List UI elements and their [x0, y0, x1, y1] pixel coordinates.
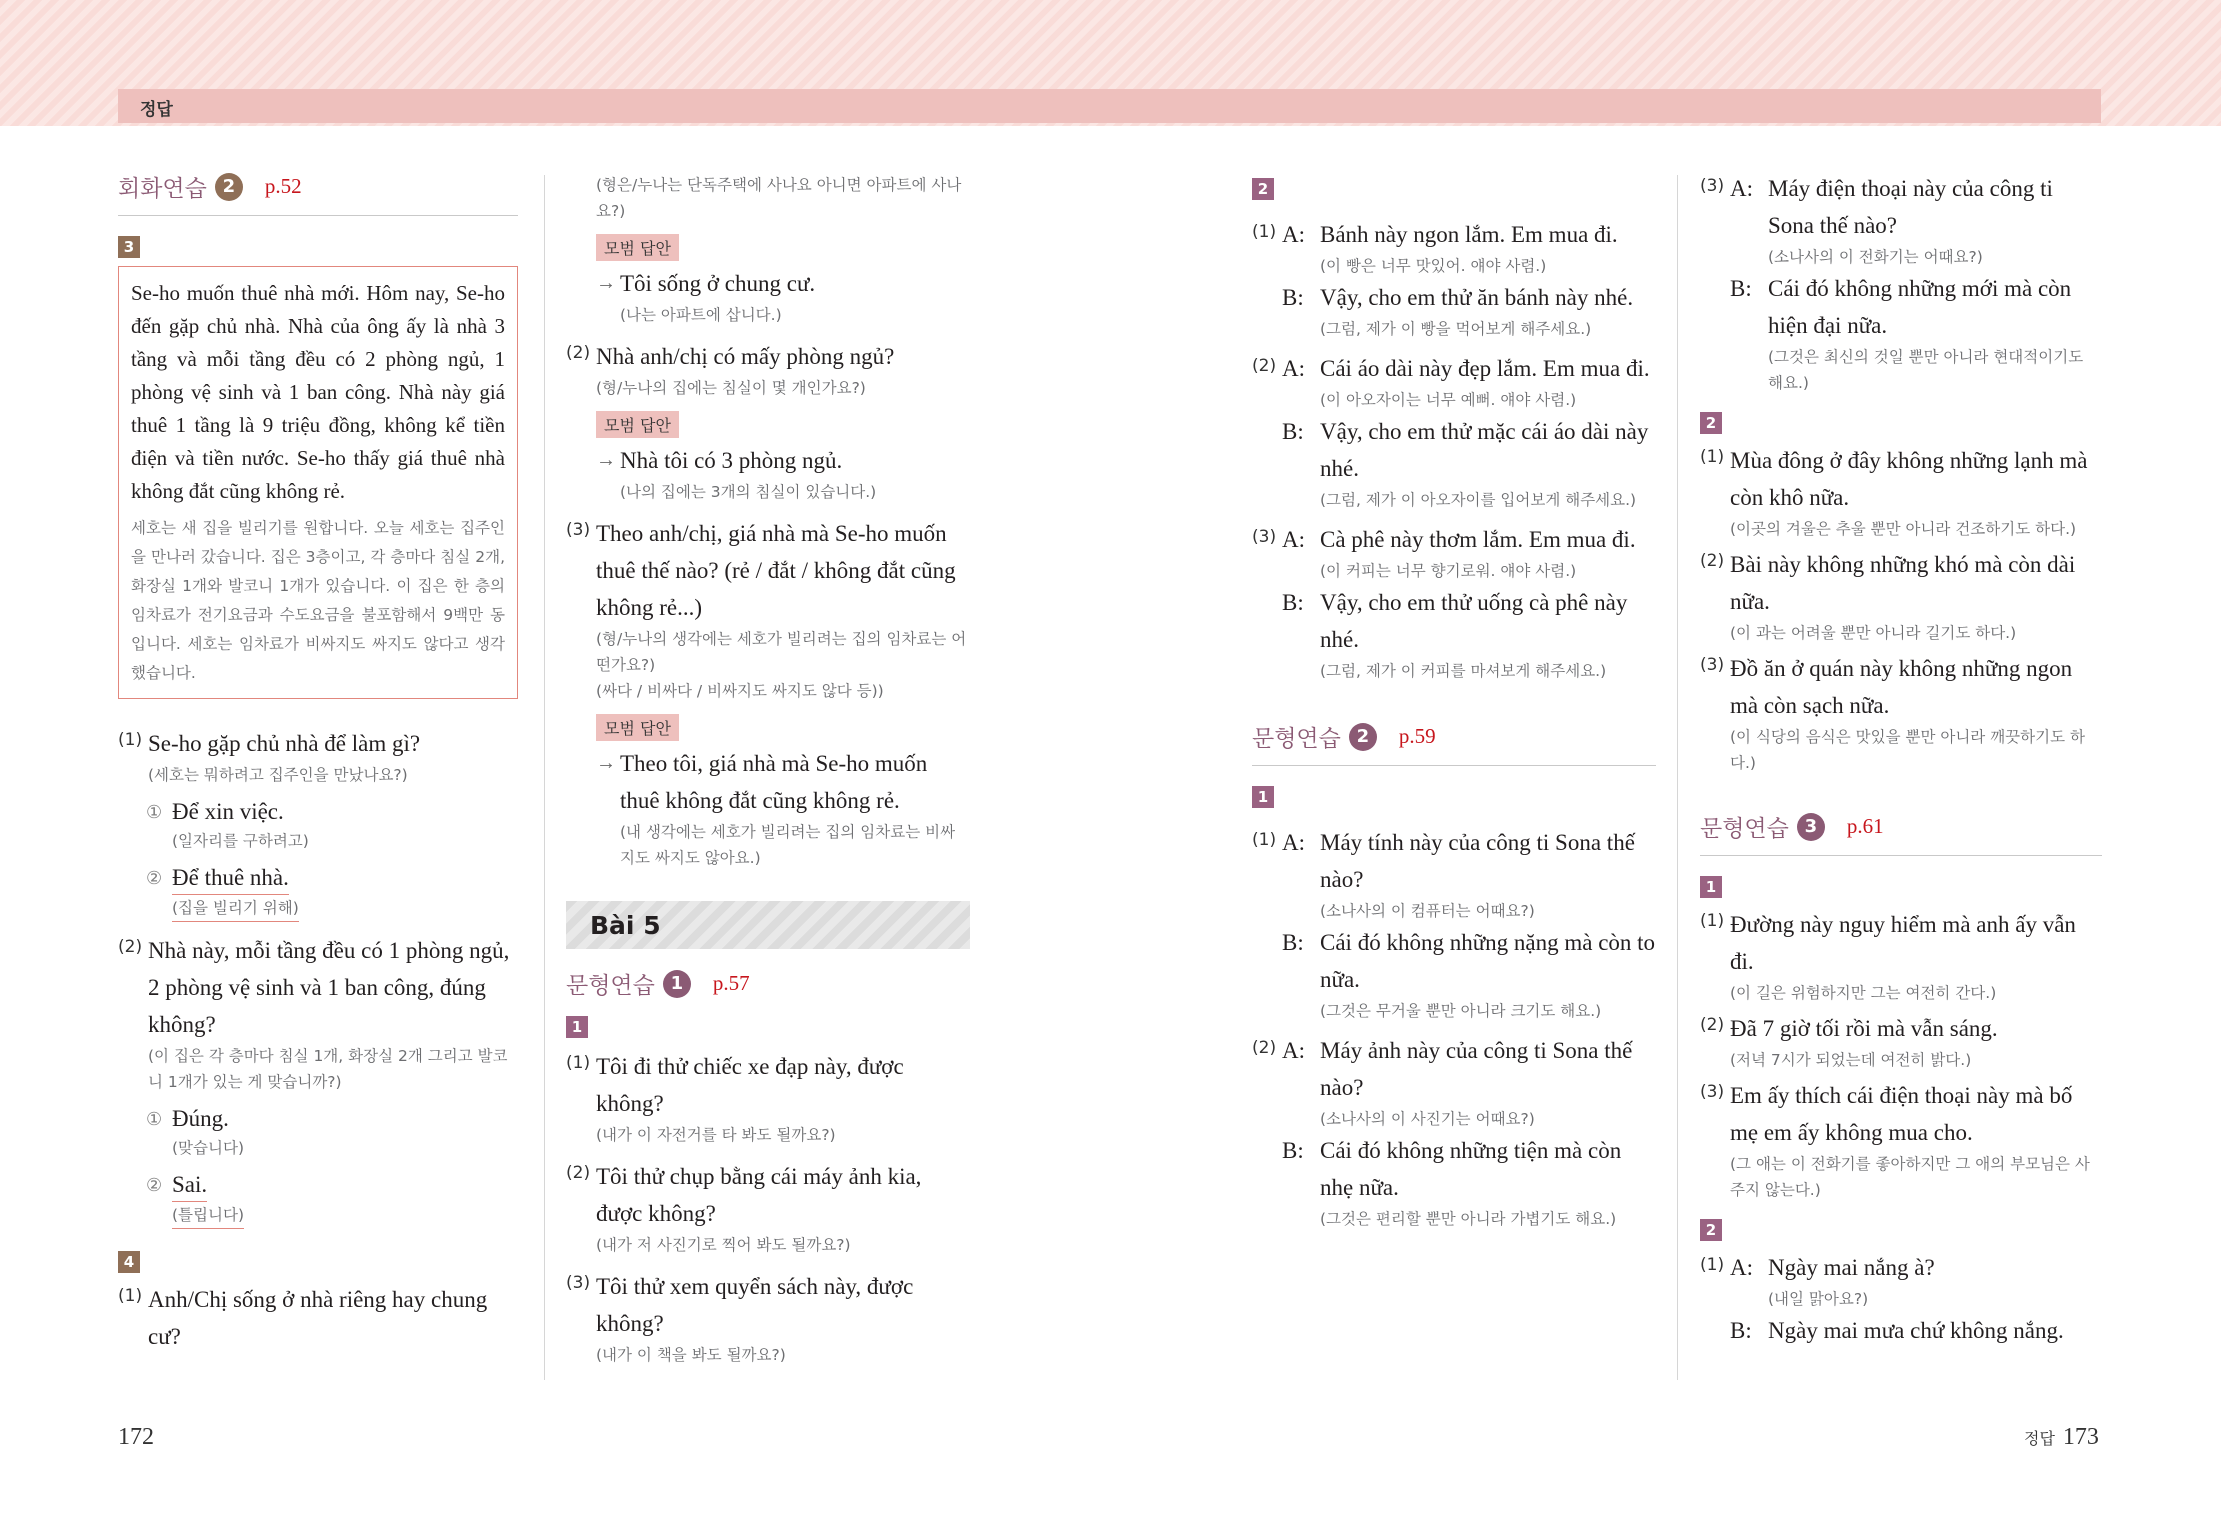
dialog-translation: (그럼, 제가 이 아오자이를 입어보게 해주세요.): [1320, 491, 1637, 509]
column-1: [118, 170, 518, 1355]
option-marker: ②: [146, 1175, 163, 1196]
exercise-badge: 1: [1252, 786, 1274, 808]
option-marker: ①: [146, 1109, 163, 1130]
question-text: Đường này nguy hiểm mà anh ấy vẫn đi.: [1730, 912, 2076, 974]
dialog-number: (1): [1252, 830, 1277, 850]
question-number: (2): [1700, 551, 1725, 571]
dialog-item: [1252, 350, 1656, 513]
dialog-item: [1252, 824, 1656, 1024]
model-answer-label: 모범 답안: [596, 411, 679, 438]
section-number: 1: [663, 970, 691, 998]
answer-translation: (내 생각에는 세호가 빌리려는 집의 임차료는 비싸지도 싸지도 않아요.): [620, 823, 956, 867]
section-title-text: 문형연습: [1700, 816, 1789, 842]
section-number: 2: [1349, 723, 1377, 751]
question-number: (3): [1700, 1082, 1725, 1102]
question-number: (2): [118, 937, 143, 957]
question-number: (1): [1700, 447, 1725, 467]
section-page-ref: p.52: [264, 174, 302, 198]
option-marker: ②: [146, 868, 163, 889]
dialog-line: Vậy, cho em thử uống cà phê này nhé.: [1320, 590, 1628, 652]
question-text: Đã 7 giờ tối rồi mà vẫn sáng.: [1730, 1016, 1998, 1041]
dialog-translation: (소나사의 이 전화기는 어때요?): [1768, 248, 1983, 266]
section-title: [1252, 720, 1656, 766]
question-number: (3): [566, 1273, 591, 1293]
question-item: [566, 1268, 970, 1368]
page-footer-right: [2024, 1424, 2099, 1451]
dialog-translation: (그것은 최신의 것일 뿐만 아니라 현대적이기도 해요.): [1768, 348, 2084, 392]
speaker-b: B:: [1282, 1138, 1304, 1163]
dialog-number: (2): [1252, 1038, 1277, 1058]
question-item: [1700, 650, 2102, 776]
question-item: [118, 932, 518, 1095]
model-answer-label: 모범 답안: [596, 714, 679, 741]
arrow-icon: →: [596, 752, 616, 774]
speaker-b: B:: [1282, 419, 1304, 444]
dialog-line: Vậy, cho em thử ăn bánh này nhé.: [1320, 285, 1634, 310]
dialog-number: (2): [1252, 356, 1277, 376]
answer-option-correct: [146, 862, 518, 922]
question-translation: (이 과는 어려울 뿐만 아니라 길기도 하다.): [1730, 624, 2017, 642]
exercise-badge: 4: [118, 1251, 140, 1273]
question-translation: (형/누나의 생각에는 세호가 빌리려는 집의 임차료는 어떤가요?): [596, 630, 967, 674]
model-answer: [596, 442, 970, 505]
dialog-line: Ngày mai nắng à?: [1768, 1255, 1935, 1280]
dialog-line: Cái đó không những nặng mà còn to nữa.: [1320, 930, 1656, 992]
question-item: [1700, 442, 2102, 542]
dialog-line: Cái áo dài này đẹp lắm. Em mua đi.: [1320, 356, 1650, 381]
section-title: [566, 967, 970, 1004]
question-item: [1700, 906, 2102, 1006]
dialog-line: Máy ảnh này của công ti Sona thế nào?: [1320, 1038, 1633, 1100]
section-page-ref: p.59: [1398, 724, 1436, 748]
dialog-line: Vậy, cho em thử mặc cái áo dài này nhé.: [1320, 419, 1649, 481]
passage-korean: 세호는 새 집을 빌리기를 원합니다. 오늘 세호는 집주인을 만나러 갔습니다. 집은 3층이고, 각 층마다 침실 2개, 화장실 1개와 발코니 1개가 있습니다. 이 집은 한 층의 임차료가 전기요금과 수도요금을 불포함해서 9백만 동입니다. 세호는 임차료가 비싸지도 싸지도 않다고 생각했습니다.: [131, 519, 505, 682]
lesson-heading: Bài 5: [566, 901, 970, 949]
dialog-item: [1252, 521, 1656, 684]
section-title-text: 문형연습: [1252, 726, 1341, 752]
question-number: (3): [1700, 655, 1725, 675]
dialog-line: Cái đó không những tiện mà còn nhẹ nữa.: [1320, 1138, 1622, 1200]
exercise-badge: 1: [566, 1016, 588, 1038]
question-text: Bài này không những khó mà còn dài nữa.: [1730, 552, 2076, 614]
dialog-line: Máy tính này của công ti Sona thế nào?: [1320, 830, 1635, 892]
dialog-translation: (그럼, 제가 이 빵을 먹어보게 해주세요.): [1320, 320, 1592, 338]
question-item: [1700, 1077, 2102, 1203]
dialog-translation: (그럼, 제가 이 커피를 마셔보게 해주세요.): [1320, 662, 1607, 680]
question-number: (1): [566, 1053, 591, 1073]
page-number-left: 172: [118, 1424, 154, 1450]
dialog-line: Cà phê này thơm lắm. Em mua đi.: [1320, 527, 1636, 552]
model-answer: [596, 745, 970, 871]
question-item: [566, 1048, 970, 1148]
option-text: Để xin việc.: [172, 799, 284, 824]
question-translation: (내가 이 책을 봐도 될까요?): [596, 1346, 786, 1364]
dialog-number: (1): [1252, 222, 1277, 242]
speaker-a: A:: [1282, 222, 1305, 247]
footer-label: 정답: [2024, 1429, 2055, 1448]
question-text: Mùa đông ở đây không những lạnh mà còn khô nữa.: [1730, 448, 2088, 510]
question-text: Nhà này, mỗi tầng đều có 1 phòng ngủ, 2 phòng vệ sinh và 1 ban công, đúng không?: [148, 938, 510, 1037]
section-title: [1700, 810, 2102, 856]
model-answer-label: 모범 답안: [596, 234, 679, 261]
question-text: Tôi đi thử chiếc xe đạp này, được không?: [596, 1054, 904, 1116]
section-title-text: 문형연습: [566, 973, 655, 999]
exercise-badge: 2: [1700, 412, 1722, 434]
speaker-a: A:: [1282, 356, 1305, 381]
dialog-line: Máy điện thoại này của công ti Sona thế nào?: [1768, 176, 2053, 238]
answer-translation: (나의 집에는 3개의 침실이 있습니다.): [620, 483, 877, 501]
question-number: (1): [118, 730, 143, 750]
speaker-a: A:: [1730, 1255, 1753, 1280]
question-translation: (이 식당의 음식은 맛있을 뿐만 아니라 깨끗하기도 하다.): [1730, 728, 2085, 772]
dialog-translation: (소나사의 이 컴퓨터는 어때요?): [1320, 902, 1535, 920]
dialog-number: (3): [1700, 176, 1725, 196]
section-number: 3: [1797, 813, 1825, 841]
reading-passage-box: [118, 266, 518, 699]
dialog-line: Ngày mai mưa chứ không nắng.: [1768, 1318, 2064, 1343]
question-item: [118, 1281, 518, 1355]
question-item: [566, 515, 970, 704]
question-translation: (세호는 뭐하려고 집주인을 만났나요?): [148, 766, 408, 784]
answer-text: Theo tôi, giá nhà mà Se-ho muốn thuê không đắt cũng không rẻ.: [620, 751, 928, 813]
dialog-item: [1700, 1249, 2102, 1349]
question-text: Tôi thử chụp bằng cái máy ảnh kia, được không?: [596, 1164, 922, 1226]
option-marker: ①: [146, 802, 163, 823]
arrow-icon: →: [596, 272, 616, 294]
option-translation: (일자리를 구하려고): [172, 832, 309, 850]
question-number: (3): [566, 520, 591, 540]
answer-option-correct: [146, 1169, 518, 1229]
column-2: [566, 172, 970, 1368]
option-text: Đúng.: [172, 1106, 229, 1131]
header-label: 정답: [140, 100, 173, 120]
exercise-badge: 2: [1700, 1219, 1722, 1241]
question-text: Tôi thử xem quyển sách này, được không?: [596, 1274, 914, 1336]
question-item: [566, 338, 970, 401]
question-text: Anh/Chị sống ở nhà riêng hay chung cư?: [148, 1287, 488, 1349]
question-text: Em ấy thích cái điện thoại này mà bố mẹ em ấy không mua cho.: [1730, 1083, 2073, 1145]
answer-text: Tôi sống ở chung cư.: [620, 271, 816, 296]
dialog-translation: (내일 맑아요?): [1768, 1290, 1869, 1308]
speaker-b: B:: [1282, 285, 1304, 310]
page-number-right: 173: [2062, 1424, 2099, 1450]
speaker-b: B:: [1282, 590, 1304, 615]
answer-option: [146, 1103, 518, 1161]
question-item: [118, 725, 518, 788]
speaker-a: A:: [1282, 527, 1305, 552]
exercise-badge: 2: [1252, 178, 1274, 200]
section-title-text: 회화연습: [118, 176, 207, 202]
option-text: Để thuê nhà.: [172, 862, 289, 895]
question-text: Theo anh/chị, giá nhà mà Se-ho muốn thuê thế nào? (rẻ / đắt / không đắt cũng không rẻ...): [596, 521, 956, 620]
section-page-ref: p.57: [712, 971, 750, 995]
question-number: (2): [1700, 1015, 1725, 1035]
question-translation: (내가 저 사진기로 찍어 봐도 될까요?): [596, 1236, 851, 1254]
section-page-ref: p.61: [1846, 814, 1884, 838]
dialog-line: Cái đó không những mới mà còn hiện đại nữa.: [1768, 276, 2072, 338]
dialog-number: (1): [1700, 1255, 1725, 1275]
speaker-a: A:: [1282, 1038, 1305, 1063]
question-number: (1): [118, 1286, 143, 1306]
dialog-translation: (그것은 무거울 뿐만 아니라 크기도 해요.): [1320, 1002, 1602, 1020]
dialog-line: Bánh này ngon lắm. Em mua đi.: [1320, 222, 1618, 247]
column-3: [1252, 172, 1656, 1232]
question-item: [566, 1158, 970, 1258]
dialog-translation: (이 커피는 너무 향기로워. 얘야 사렴.): [1320, 562, 1577, 580]
speaker-a: A:: [1282, 830, 1305, 855]
question-number: (1): [1700, 911, 1725, 931]
question-translation: (저녁 7시가 되었는데 여전히 밝다.): [1730, 1051, 1972, 1069]
dialog-item: [1252, 216, 1656, 342]
question-text: Nhà anh/chị có mấy phòng ngủ?: [596, 344, 895, 369]
arrow-icon: →: [596, 449, 616, 471]
speaker-b: B:: [1730, 276, 1752, 301]
question-text: Se-ho gặp chủ nhà để làm gì?: [148, 731, 421, 756]
column-divider: [1677, 175, 1678, 1380]
exercise-badge: 3: [118, 236, 140, 258]
question-translation: (형은/누나는 단독주택에 사나요 아니면 아파트에 사나요?): [596, 176, 962, 220]
section-title: [118, 170, 518, 216]
question-text: Đồ ăn ở quán này không những ngon mà còn sạch nữa.: [1730, 656, 2073, 718]
speaker-b: B:: [1730, 1318, 1752, 1343]
column-4: [1700, 170, 2102, 1349]
option-translation: (틀립니다): [172, 1202, 244, 1229]
question-translation: (형/누나의 집에는 침실이 몇 개인가요?): [596, 379, 866, 397]
model-answer: [596, 265, 970, 328]
passage-vietnamese: Se-ho muốn thuê nhà mới. Hôm nay, Se-ho đến gặp chủ nhà. Nhà của ông ấy là nhà 3 tầng và mỗi tầng đều có 2 phòng ngủ, 1 phòng vệ sinh và 1 ban công. Nhà này giá thuê 1 tầng là 9 triệu đồng, không kể tiền điện và tiền nước. Se-ho thấy giá thuê nhà không đắt cũng không rẻ.: [131, 281, 505, 503]
dialog-number: (3): [1252, 527, 1277, 547]
dialog-translation: (이 빵은 너무 맛있어. 얘야 사렴.): [1320, 257, 1547, 275]
speaker-b: B:: [1282, 930, 1304, 955]
column-divider: [544, 175, 545, 1380]
question-translation: (그 애는 이 전화기를 좋아하지만 그 애의 부모님은 사주지 않는다.): [1730, 1155, 2090, 1199]
dialog-translation: (소나사의 이 사진기는 어때요?): [1320, 1110, 1535, 1128]
speaker-a: A:: [1730, 176, 1753, 201]
answer-text: Nhà tôi có 3 phòng ngủ.: [620, 448, 843, 473]
question-number: (2): [566, 1163, 591, 1183]
question-translation: (이곳의 겨울은 추울 뿐만 아니라 건조하기도 하다.): [1730, 520, 2077, 538]
question-translation: (이 길은 위험하지만 그는 여전히 간다.): [1730, 984, 1997, 1002]
question-translation: (싸다 / 비싸다 / 비싸지도 싸지도 않다 등)): [596, 682, 884, 700]
dialog-translation: (이 아오자이는 너무 예뻐. 얘야 사렴.): [1320, 391, 1577, 409]
dialog-item: [1700, 170, 2102, 396]
option-translation: (집을 빌리기 위해): [172, 895, 299, 922]
question-number: (2): [566, 343, 591, 363]
exercise-badge: 1: [1700, 876, 1722, 898]
option-translation: (맞습니다): [172, 1139, 244, 1157]
question-translation: (내가 이 자전거를 타 봐도 될까요?): [596, 1126, 836, 1144]
question-translation: (이 집은 각 층마다 침실 1개, 화장실 2개 그리고 발코니 1개가 있는 게 맞습니까?): [148, 1047, 508, 1091]
option-text: Sai.: [172, 1169, 207, 1202]
section-number: 2: [215, 173, 243, 201]
question-item: [1700, 546, 2102, 646]
header-bar: [118, 89, 2101, 123]
answer-option: [146, 796, 518, 854]
dialog-translation: (그것은 편리할 뿐만 아니라 가볍기도 해요.): [1320, 1210, 1617, 1228]
answer-translation: (나는 아파트에 삽니다.): [620, 306, 782, 324]
dialog-item: [1252, 1032, 1656, 1232]
question-item: [1700, 1010, 2102, 1073]
